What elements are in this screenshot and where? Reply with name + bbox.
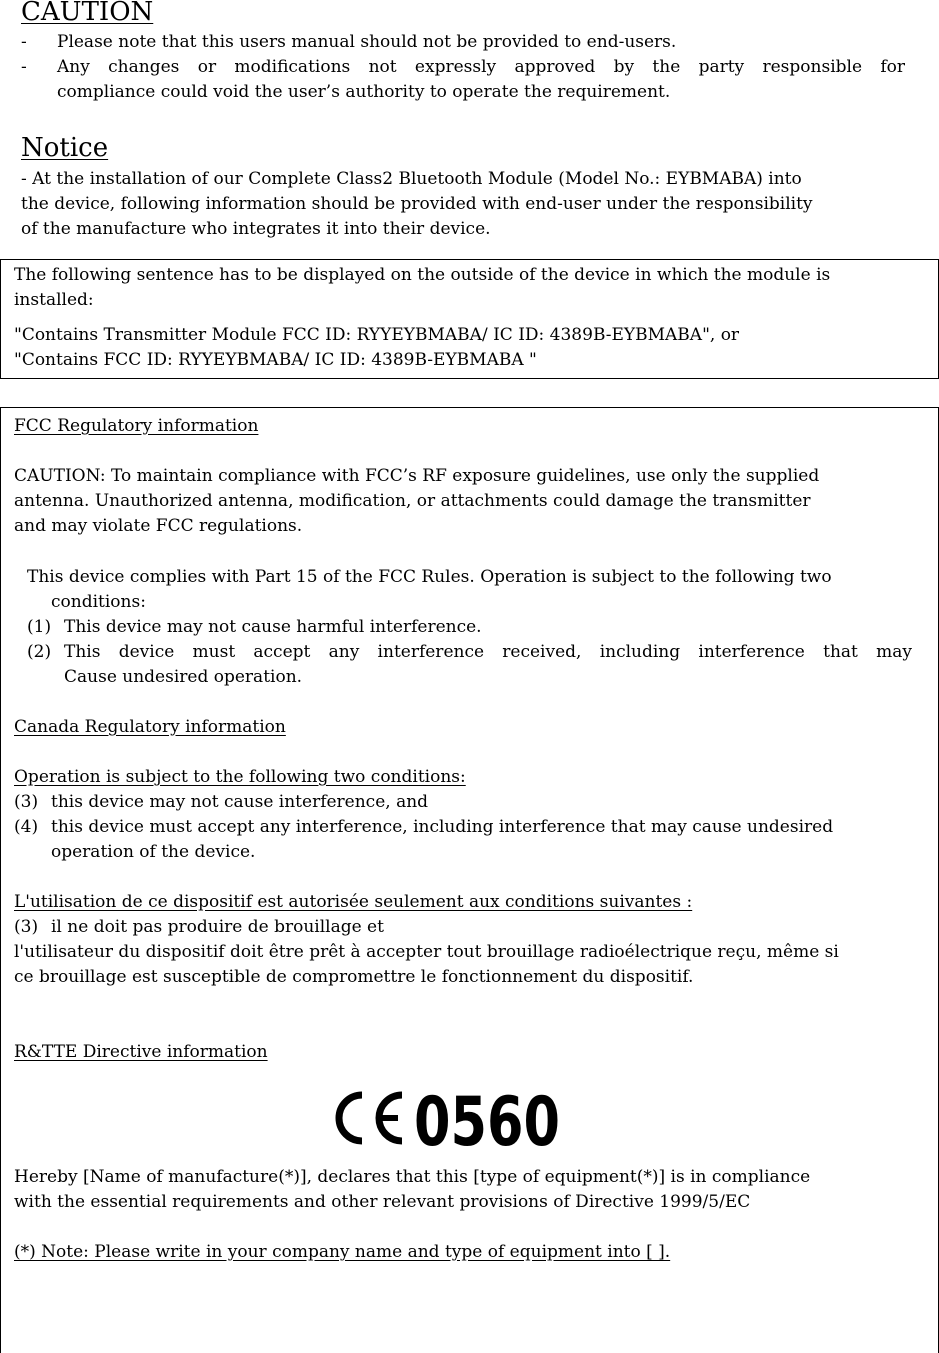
label-requirement-box [0,259,939,379]
fcc-caution-label: CAUTION: [14,466,106,486]
fcc-condition-2-line-2: Cause undesired operation. [64,667,303,687]
ce-mark [322,1083,562,1162]
fcc-condition-2-line-1: This device must accept any interference received, including interference that may [64,642,912,662]
rtte-declaration-line-1: Hereby [Name of manufacture(*)], declares that this [type of equipment(*)] is in compliance [14,1167,811,1187]
canada-condition-4-line-1: this device must accept any interference, including interference that may cause undesired [51,817,834,837]
fcc-caution-text-1: To maintain compliance with FCC’s RF exposure guidelines, use only the supplied [105,466,820,486]
fcc-complies-line-1: This device complies with Part 15 of the FCC Rules. Operation is subject to the following two [27,567,832,587]
ce-logo-icon [322,1083,562,1162]
caution-bullet-1-text: Please note that this users manual should not be provided to end-users. [57,32,677,52]
caution-bullet-2-line2: compliance could void the user’s authority to operate the requirement. [57,82,671,102]
caution-bullet-2 [21,55,905,105]
notice-line-3: of the manufacture who integrates it into their device. [21,219,491,239]
bullet-dash: - [21,32,27,52]
canada-french-condition-text: il ne doit pas produire de brouillage et [51,917,384,937]
fcc-caution-paragraph [14,464,929,539]
canada-condition-4-line-2: operation of the device. [51,842,256,862]
label-box-line-2: installed: [14,290,94,310]
regulatory-info-box [0,407,939,1353]
notice-body [21,167,911,242]
canada-condition-3-number: (3) [14,792,39,812]
canada-french-heading: L'utilisation de ce dispositif est autorisée seulement aux conditions suivantes : [14,892,693,912]
notice-line-2: the device, following information should be provided with end-user under the responsibility [21,194,813,214]
canada-french-line-2: ce brouillage est susceptible de compromettre le fonctionnement du dispositif. [14,967,694,987]
fcc-condition-1-text: This device may not cause harmful interference. [64,617,482,637]
caution-heading: CAUTION [21,0,154,27]
rtte-declaration-line-2: with the essential requirements and other relevant provisions of Directive 1999/5/EC [14,1192,751,1212]
label-box-line-4: "Contains FCC ID: RYYEYBMABA/ IC ID: 4389B-EYBMABA " [14,350,537,370]
canada-condition-4-number: (4) [14,817,39,837]
fcc-heading: FCC Regulatory information [14,416,259,436]
fcc-caution-text-2: antenna. Unauthorized antenna, modification, or attachments could damage the transmitter [14,491,811,511]
rtte-declaration [14,1165,929,1215]
canada-subheading: Operation is subject to the following two conditions: [14,767,466,787]
label-box-line-3: "Contains Transmitter Module FCC ID: RYYEYBMABA/ IC ID: 4389B-EYBMABA", or [14,325,740,345]
ce-notified-body-number: 0560 [414,1083,560,1162]
bullet-dash: - [21,57,27,77]
caution-bullet-1 [21,30,905,55]
rtte-heading: R&TTE Directive information [14,1042,268,1062]
fcc-caution-text-3: and may violate FCC regulations. [14,516,303,536]
canada-french-condition-number: (3) [14,917,39,937]
fcc-complies-line-2: conditions: [51,592,146,612]
canada-heading: Canada Regulatory information [14,717,286,737]
label-box-line-1: The following sentence has to be displayed on the outside of the device in which the module is [14,265,831,285]
fcc-condition-2-number: (2) [27,642,52,662]
notice-line-1: - At the installation of our Complete Class2 Bluetooth Module (Model No.: EYBMABA) into [21,169,802,189]
canada-french-line-1: l'utilisateur du dispositif doit être prêt à accepter tout brouillage radioélectrique reçu, même si [14,942,839,962]
notice-heading: Notice [21,133,109,163]
rtte-note: (*) Note: Please write in your company name and type of equipment into [ ]. [14,1242,671,1262]
canada-condition-3-text: this device may not cause interference, and [51,792,429,812]
caution-bullet-2-line1: Any changes or modifications not expressly approved by the party responsible for [57,57,905,77]
fcc-condition-1-number: (1) [27,617,52,637]
